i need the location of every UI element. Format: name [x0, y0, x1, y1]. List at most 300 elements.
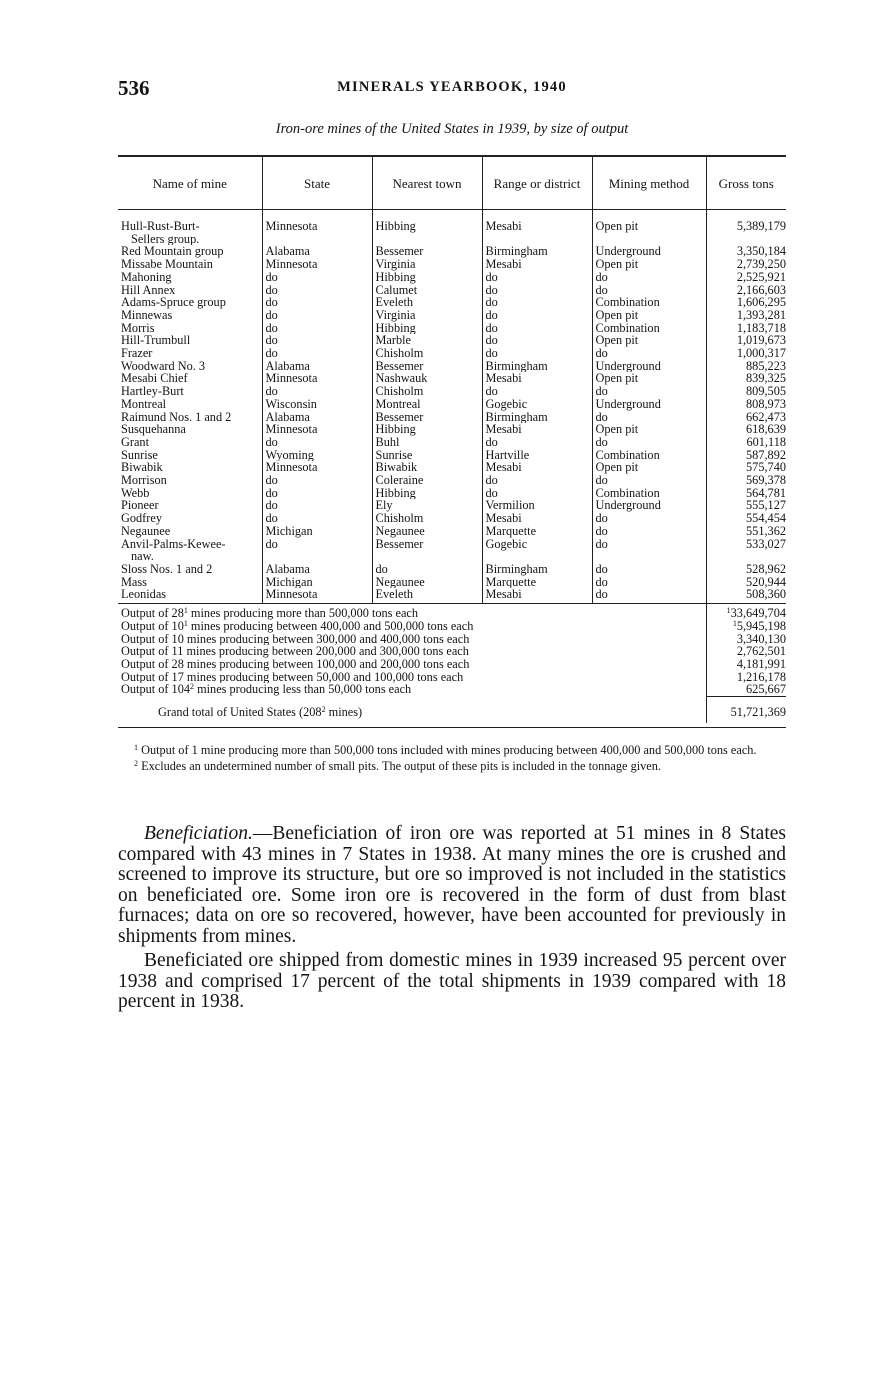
state-cell [262, 296, 372, 309]
town: Eveleth [375, 588, 414, 602]
state: do [265, 537, 278, 551]
state-cell [262, 423, 372, 436]
town: Eveleth [375, 296, 414, 309]
method: do [595, 410, 608, 424]
summary-label-start: Output of 10 [121, 619, 184, 633]
mine-name: Sloss Nos. 1 and 2 [121, 562, 213, 576]
town: Bessemer [375, 537, 424, 551]
body-text [118, 824, 786, 1017]
town: Calumet [375, 283, 418, 297]
mine-name-cell [118, 347, 262, 360]
table-row [118, 487, 786, 500]
column-header: Name of mine [118, 156, 262, 210]
mine-name: Negaunee [121, 524, 171, 538]
method: do [595, 435, 608, 449]
town-cell [372, 487, 482, 500]
page-header [118, 76, 786, 100]
town: Ely [375, 499, 393, 513]
state: do [265, 486, 278, 500]
table-row [118, 258, 786, 271]
range-cell [482, 474, 592, 487]
range: Marquette [485, 524, 537, 538]
state: Minnesota [265, 220, 318, 233]
summary-tons-cell [706, 620, 786, 633]
gross-tons: 839,325 [746, 372, 786, 386]
range-cell [482, 271, 592, 284]
range-cell [482, 347, 592, 360]
method-cell [592, 563, 706, 576]
summary-label-start: Output of 10 [121, 632, 184, 646]
table-row [118, 576, 786, 589]
town-cell [372, 449, 482, 462]
summary-label-cell [118, 658, 706, 671]
column-header: Nearest town [372, 156, 482, 210]
grand-total-row [118, 697, 786, 723]
footnotes [118, 744, 786, 775]
method: Combination [595, 296, 660, 309]
mine-name: Woodward No. 3 [121, 359, 206, 373]
range: do [485, 474, 498, 487]
gross-tons-cell [706, 576, 786, 589]
town-cell [372, 398, 482, 411]
town-cell [372, 461, 482, 474]
summary-tons: 3,340,130 [736, 632, 786, 646]
table-row [118, 347, 786, 360]
state-cell [262, 334, 372, 347]
column-header: Mining method [592, 156, 706, 210]
town: Buhl [375, 435, 400, 449]
town-cell [372, 436, 482, 449]
range: do [485, 347, 498, 360]
town-cell [372, 284, 482, 297]
range-cell [482, 245, 592, 258]
summary-label-start: Output of 11 [121, 645, 184, 658]
summary-label-end: mines producing between 200,000 and 300,000 tons each [183, 645, 469, 658]
gross-tons-cell [706, 499, 786, 512]
paragraph-shipments [118, 951, 786, 1013]
range: do [485, 435, 498, 449]
range: do [485, 385, 498, 398]
method-cell [592, 499, 706, 512]
table-row [118, 309, 786, 322]
mine-name: Frazer [121, 347, 153, 360]
range: Mesabi [485, 220, 522, 233]
table-row [118, 284, 786, 297]
method: Open pit [595, 308, 639, 322]
method-cell [592, 360, 706, 373]
gross-tons-cell [706, 372, 786, 385]
range: Mesabi [485, 588, 522, 602]
table-row [118, 220, 786, 245]
state-cell [262, 436, 372, 449]
summary-row [118, 645, 786, 658]
mine-name: Morrison [121, 474, 167, 487]
state: do [265, 308, 278, 322]
gross-tons-cell [706, 563, 786, 576]
gross-tons-cell [706, 296, 786, 309]
method: Open pit [595, 461, 639, 475]
mine-name-cell [118, 411, 262, 424]
method: Combination [595, 321, 660, 335]
table-caption: Iron-ore mines of the United States in 1939, by size of output [275, 121, 629, 137]
state: do [265, 499, 278, 513]
state: do [265, 334, 278, 348]
footnote-mark: 1 [134, 743, 138, 752]
town-cell [372, 512, 482, 525]
summary-label-end: mines producing between 400,000 and 500,000 tons each [187, 619, 474, 633]
range: do [485, 486, 498, 500]
range: Gogebic [485, 397, 528, 411]
state: Michigan [265, 524, 313, 538]
state-cell [262, 309, 372, 322]
grand-total-label-start: Grand total of United States (208 [158, 704, 322, 719]
grand-total-tons: 51,721,369 [730, 705, 786, 720]
town-cell [372, 423, 482, 436]
gross-tons: 554,454 [746, 512, 786, 525]
gross-tons: 5,389,179 [736, 220, 786, 233]
table-row [118, 436, 786, 449]
table-row [118, 245, 786, 258]
mine-name-cell [118, 284, 262, 297]
range-cell [482, 398, 592, 411]
method-cell [592, 474, 706, 487]
gross-tons-cell [706, 220, 786, 245]
summary-tons: 33,649,704 [730, 606, 786, 620]
paragraph-lead: Beneficiation. [144, 823, 253, 844]
gross-tons-cell [706, 474, 786, 487]
state-cell [262, 322, 372, 335]
table-row [118, 449, 786, 462]
range-cell [482, 334, 592, 347]
range-cell [482, 372, 592, 385]
gross-tons: 662,473 [746, 410, 786, 424]
gross-tons-cell [706, 411, 786, 424]
summary-tons-cell [706, 604, 786, 620]
mine-name-cell [118, 538, 262, 563]
table-row [118, 563, 786, 576]
method-cell [592, 372, 706, 385]
method: Underground [595, 245, 661, 259]
range-cell [482, 461, 592, 474]
gross-tons: 587,892 [746, 448, 786, 462]
table-row [118, 360, 786, 373]
range: Birmingham [485, 410, 548, 424]
state-cell [262, 538, 372, 563]
gross-tons: 1,000,317 [736, 347, 786, 360]
gross-tons-cell [706, 512, 786, 525]
table-row [118, 372, 786, 385]
summary-tons-cell [706, 658, 786, 671]
method: Open pit [595, 258, 639, 271]
state-cell [262, 258, 372, 271]
mine-name: Godfrey [121, 512, 162, 525]
column-header: Range or district [482, 156, 592, 210]
method: Combination [595, 448, 660, 462]
town-cell [372, 360, 482, 373]
mine-name-cell [118, 271, 262, 284]
state: Wisconsin [265, 397, 317, 411]
town-cell [372, 588, 482, 603]
state-cell [262, 525, 372, 538]
state: Alabama [265, 245, 310, 259]
method: do [595, 270, 608, 284]
gross-tons: 575,740 [746, 461, 786, 475]
town: Chisholm [375, 512, 424, 525]
town: Hibbing [375, 321, 416, 335]
grand-total-label-cell [118, 697, 706, 723]
gross-tons: 528,962 [746, 562, 786, 576]
mine-name-cell [118, 474, 262, 487]
summary-rows [118, 604, 786, 728]
page-number: 536 [118, 76, 150, 100]
state: Alabama [265, 359, 310, 373]
method-cell [592, 487, 706, 500]
method: do [595, 575, 608, 589]
mine-name: Pioneer [121, 499, 159, 513]
table-row [118, 538, 786, 563]
gross-tons: 1,606,295 [736, 296, 786, 309]
state-cell [262, 372, 372, 385]
mine-name: Morris [121, 321, 155, 335]
grand-total-label-end: mines) [325, 704, 363, 719]
range: do [485, 296, 498, 309]
method-cell [592, 220, 706, 245]
gross-tons-cell [706, 449, 786, 462]
range-cell [482, 258, 592, 271]
town-cell [372, 385, 482, 398]
town: Hibbing [375, 423, 416, 436]
mine-name: Biwabik [121, 461, 163, 475]
summary-row [118, 633, 786, 646]
gross-tons-cell [706, 461, 786, 474]
method: do [595, 283, 608, 297]
range: Mesabi [485, 512, 522, 525]
range-cell [482, 512, 592, 525]
method-cell [592, 385, 706, 398]
town: Virginia [375, 308, 416, 322]
method-cell [592, 423, 706, 436]
summary-label-cell [118, 671, 706, 684]
method-cell [592, 271, 706, 284]
town: Virginia [375, 258, 416, 271]
gross-tons: 2,166,603 [736, 283, 786, 297]
column-header: State [262, 156, 372, 210]
state: Minnesota [265, 423, 318, 436]
mine-name: Missabe Mountain [121, 258, 213, 271]
method: Open pit [595, 220, 639, 233]
mine-name-cell [118, 309, 262, 322]
method-cell [592, 436, 706, 449]
method: Open pit [595, 372, 639, 386]
gross-tons: 1,019,673 [736, 334, 786, 348]
town: Sunrise [375, 448, 413, 462]
summary-row [118, 658, 786, 671]
town-cell [372, 347, 482, 360]
mine-name: Mesabi Chief [121, 372, 188, 386]
range: Vermilion [485, 499, 535, 513]
mine-name: Leonidas [121, 588, 167, 602]
range: do [485, 270, 498, 284]
state: do [265, 321, 278, 335]
mine-name-cell [118, 334, 262, 347]
mine-name: Susquehanna [121, 423, 186, 436]
gross-tons: 809,505 [746, 385, 786, 398]
range-cell [482, 411, 592, 424]
range: Gogebic [485, 537, 528, 551]
footnote-ref: 1 [183, 619, 188, 628]
mine-name-cell [118, 398, 262, 411]
state-cell [262, 449, 372, 462]
footnote-mark: 2 [134, 758, 138, 768]
summary-label-end: mines producing less than 50,000 tons each [194, 683, 412, 697]
range-cell [482, 360, 592, 373]
summary-row [118, 620, 786, 633]
table-row [118, 474, 786, 487]
state: Michigan [265, 575, 313, 589]
gross-tons: 520,944 [746, 575, 786, 589]
summary-tons-cell [706, 633, 786, 646]
town-cell [372, 538, 482, 563]
mine-name-continued: naw. [131, 549, 154, 563]
summary-label-end: mines producing between 50,000 and 100,000 tons each [183, 670, 464, 684]
method-cell [592, 461, 706, 474]
gross-tons: 1,393,281 [736, 308, 786, 322]
state: do [265, 435, 278, 449]
method: do [595, 537, 608, 551]
state-cell [262, 284, 372, 297]
mine-name: Sunrise [121, 448, 158, 462]
mine-name: Minnewas [121, 308, 173, 322]
gross-tons-cell [706, 436, 786, 449]
footnote-ref: 1 [183, 606, 188, 616]
town-cell [372, 576, 482, 589]
mine-name-cell [118, 576, 262, 589]
gross-tons-cell [706, 322, 786, 335]
gross-tons: 551,362 [746, 524, 786, 538]
town-cell [372, 499, 482, 512]
method: Combination [595, 486, 660, 500]
range-cell [482, 588, 592, 603]
town: Nashwauk [375, 372, 428, 386]
table-row [118, 525, 786, 538]
state: Wyoming [265, 448, 314, 462]
state: do [265, 296, 278, 309]
mine-name-cell [118, 245, 262, 258]
summary-row [118, 604, 786, 620]
gross-tons: 618,639 [746, 423, 786, 436]
state-cell [262, 347, 372, 360]
mine-name: Montreal [121, 397, 167, 411]
range-cell [482, 385, 592, 398]
paragraph-text: Beneficiated ore shipped from domestic mines in 1939 increased 95 percent over 1938 and comprised 17 percent of the total shipments in 1939 compared with 18 percent in 1938. [118, 950, 786, 1012]
range-cell [482, 525, 592, 538]
gross-tons-cell [706, 360, 786, 373]
town-cell [372, 309, 482, 322]
town-cell [372, 525, 482, 538]
gross-tons: 555,127 [746, 499, 786, 513]
range: Hartville [485, 448, 530, 462]
summary-label-end: mines producing between 300,000 and 400,000 tons each [183, 632, 470, 646]
state: do [265, 385, 278, 398]
method: Underground [595, 397, 661, 411]
table-bottom-rule [118, 723, 786, 728]
range: Birmingham [485, 245, 548, 259]
state-cell [262, 385, 372, 398]
town: Marble [375, 334, 412, 348]
town-cell [372, 322, 482, 335]
summary-label-start: Output of 17 [121, 670, 184, 684]
mine-name: Hill Annex [121, 283, 176, 297]
state-cell [262, 245, 372, 258]
footnote-ref: 1 [726, 606, 731, 616]
mine-name: Anvil-Palms-Kewee- [121, 537, 226, 551]
mine-name-cell [118, 372, 262, 385]
mine-name-cell [118, 258, 262, 271]
state: do [265, 474, 278, 487]
mine-name-cell [118, 563, 262, 576]
range: Marquette [485, 575, 537, 589]
state: do [265, 283, 278, 297]
summary-label-start: Output of 28 [121, 657, 184, 671]
range: Birmingham [485, 562, 548, 576]
gross-tons-cell [706, 258, 786, 271]
state: Alabama [265, 410, 310, 424]
state-cell [262, 499, 372, 512]
mine-name: Grant [121, 435, 149, 449]
mine-name-cell [118, 322, 262, 335]
mine-name-cell [118, 449, 262, 462]
mine-rows [118, 210, 786, 604]
method: Underground [595, 359, 661, 373]
gross-tons-cell [706, 309, 786, 322]
summary-label-end: mines producing more than 500,000 tons each [187, 606, 419, 620]
town-cell [372, 258, 482, 271]
summary-label-cell [118, 604, 706, 620]
method-cell [592, 538, 706, 563]
town: Coleraine [375, 474, 424, 487]
table-row [118, 296, 786, 309]
range: Mesabi [485, 461, 522, 475]
range: do [485, 283, 498, 297]
paragraph-beneficiation [118, 824, 786, 947]
table-row [118, 398, 786, 411]
mine-name-cell [118, 296, 262, 309]
state: do [265, 270, 278, 284]
gross-tons: 885,223 [746, 359, 786, 373]
town: Bessemer [375, 410, 424, 424]
gross-tons-cell [706, 423, 786, 436]
method: do [595, 512, 608, 525]
state-cell [262, 411, 372, 424]
summary-tons: 5,945,198 [736, 619, 786, 633]
mine-name-cell [118, 461, 262, 474]
footnote-text: Output of 1 mine producing more than 500,000 tons included with mines producing between 400,000 and 500,000 tons each. [138, 743, 757, 757]
method-cell [592, 411, 706, 424]
mine-name: Adams-Spruce group [121, 296, 226, 309]
mine-name-cell [118, 512, 262, 525]
gross-tons: 533,027 [746, 537, 786, 551]
range-cell [482, 436, 592, 449]
gross-tons-cell [706, 588, 786, 603]
mine-name: Mahoning [121, 270, 172, 284]
mine-name: Hartley-Burt [121, 385, 184, 398]
mine-name-cell [118, 360, 262, 373]
town-cell [372, 334, 482, 347]
summary-tons: 1,216,178 [736, 670, 786, 684]
method-cell [592, 334, 706, 347]
gross-tons-cell [706, 284, 786, 297]
summary-tons-cell [706, 645, 786, 658]
